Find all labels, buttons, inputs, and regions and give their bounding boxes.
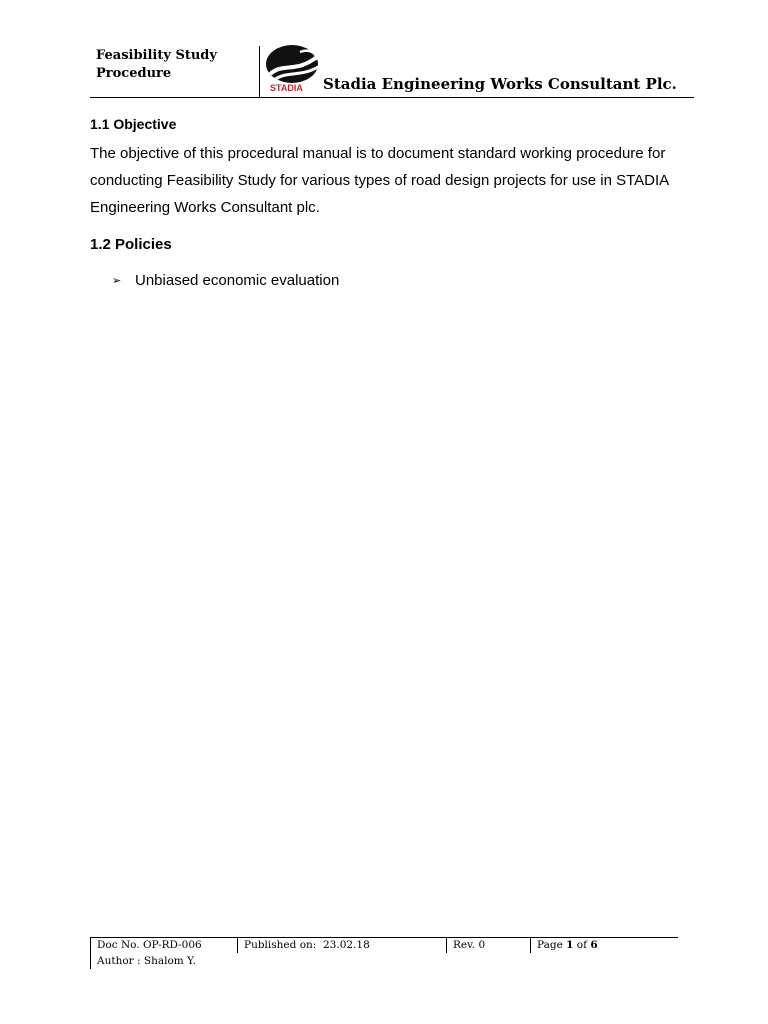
- page-footer: [90, 937, 678, 970]
- document-title-line1: Feasibility Study: [96, 48, 217, 63]
- published-on: [244, 938, 370, 953]
- objective-paragraph: The objective of this procedural manual is to document standard working procedure for conducting Feasibility Study for various types of road design projects for use in STADIA Engineering Works Consultant plc.: [90, 145, 669, 216]
- page-of: of: [576, 939, 588, 951]
- list-item-text: Unbiased economic evaluation: [135, 272, 340, 289]
- section-heading-objective: 1.1 Objective: [90, 116, 177, 132]
- footer-left-rule: [90, 938, 91, 969]
- author: Author : Shalom Y.: [97, 955, 196, 967]
- revision: Rev. 0: [453, 939, 486, 951]
- doc-number: Doc No. OP-RD-006: [97, 939, 202, 951]
- page-header: [90, 44, 694, 98]
- company-name: Stadia Engineering Works Consultant Plc.: [323, 75, 677, 93]
- stadia-logo: [266, 44, 324, 94]
- policies-list: [112, 272, 339, 289]
- header-divider: [259, 46, 260, 98]
- list-item: [112, 272, 339, 289]
- page-number: [537, 938, 598, 953]
- document-title: [96, 47, 256, 83]
- section-heading-policies: 1.2 Policies: [90, 236, 172, 253]
- page-total: 6: [590, 939, 598, 951]
- footer-separator: [237, 938, 238, 953]
- footer-separator: [446, 938, 447, 953]
- logo-text: STADIA: [270, 83, 303, 93]
- page-current: 1: [566, 939, 574, 951]
- document-title-line2: Procedure: [96, 66, 172, 81]
- page-label: Page: [537, 939, 563, 951]
- published-label: Published on:: [244, 939, 317, 951]
- arrow-bullet-icon: ➢: [112, 275, 122, 287]
- published-date: 23.02.18: [323, 939, 370, 951]
- footer-separator: [530, 938, 531, 953]
